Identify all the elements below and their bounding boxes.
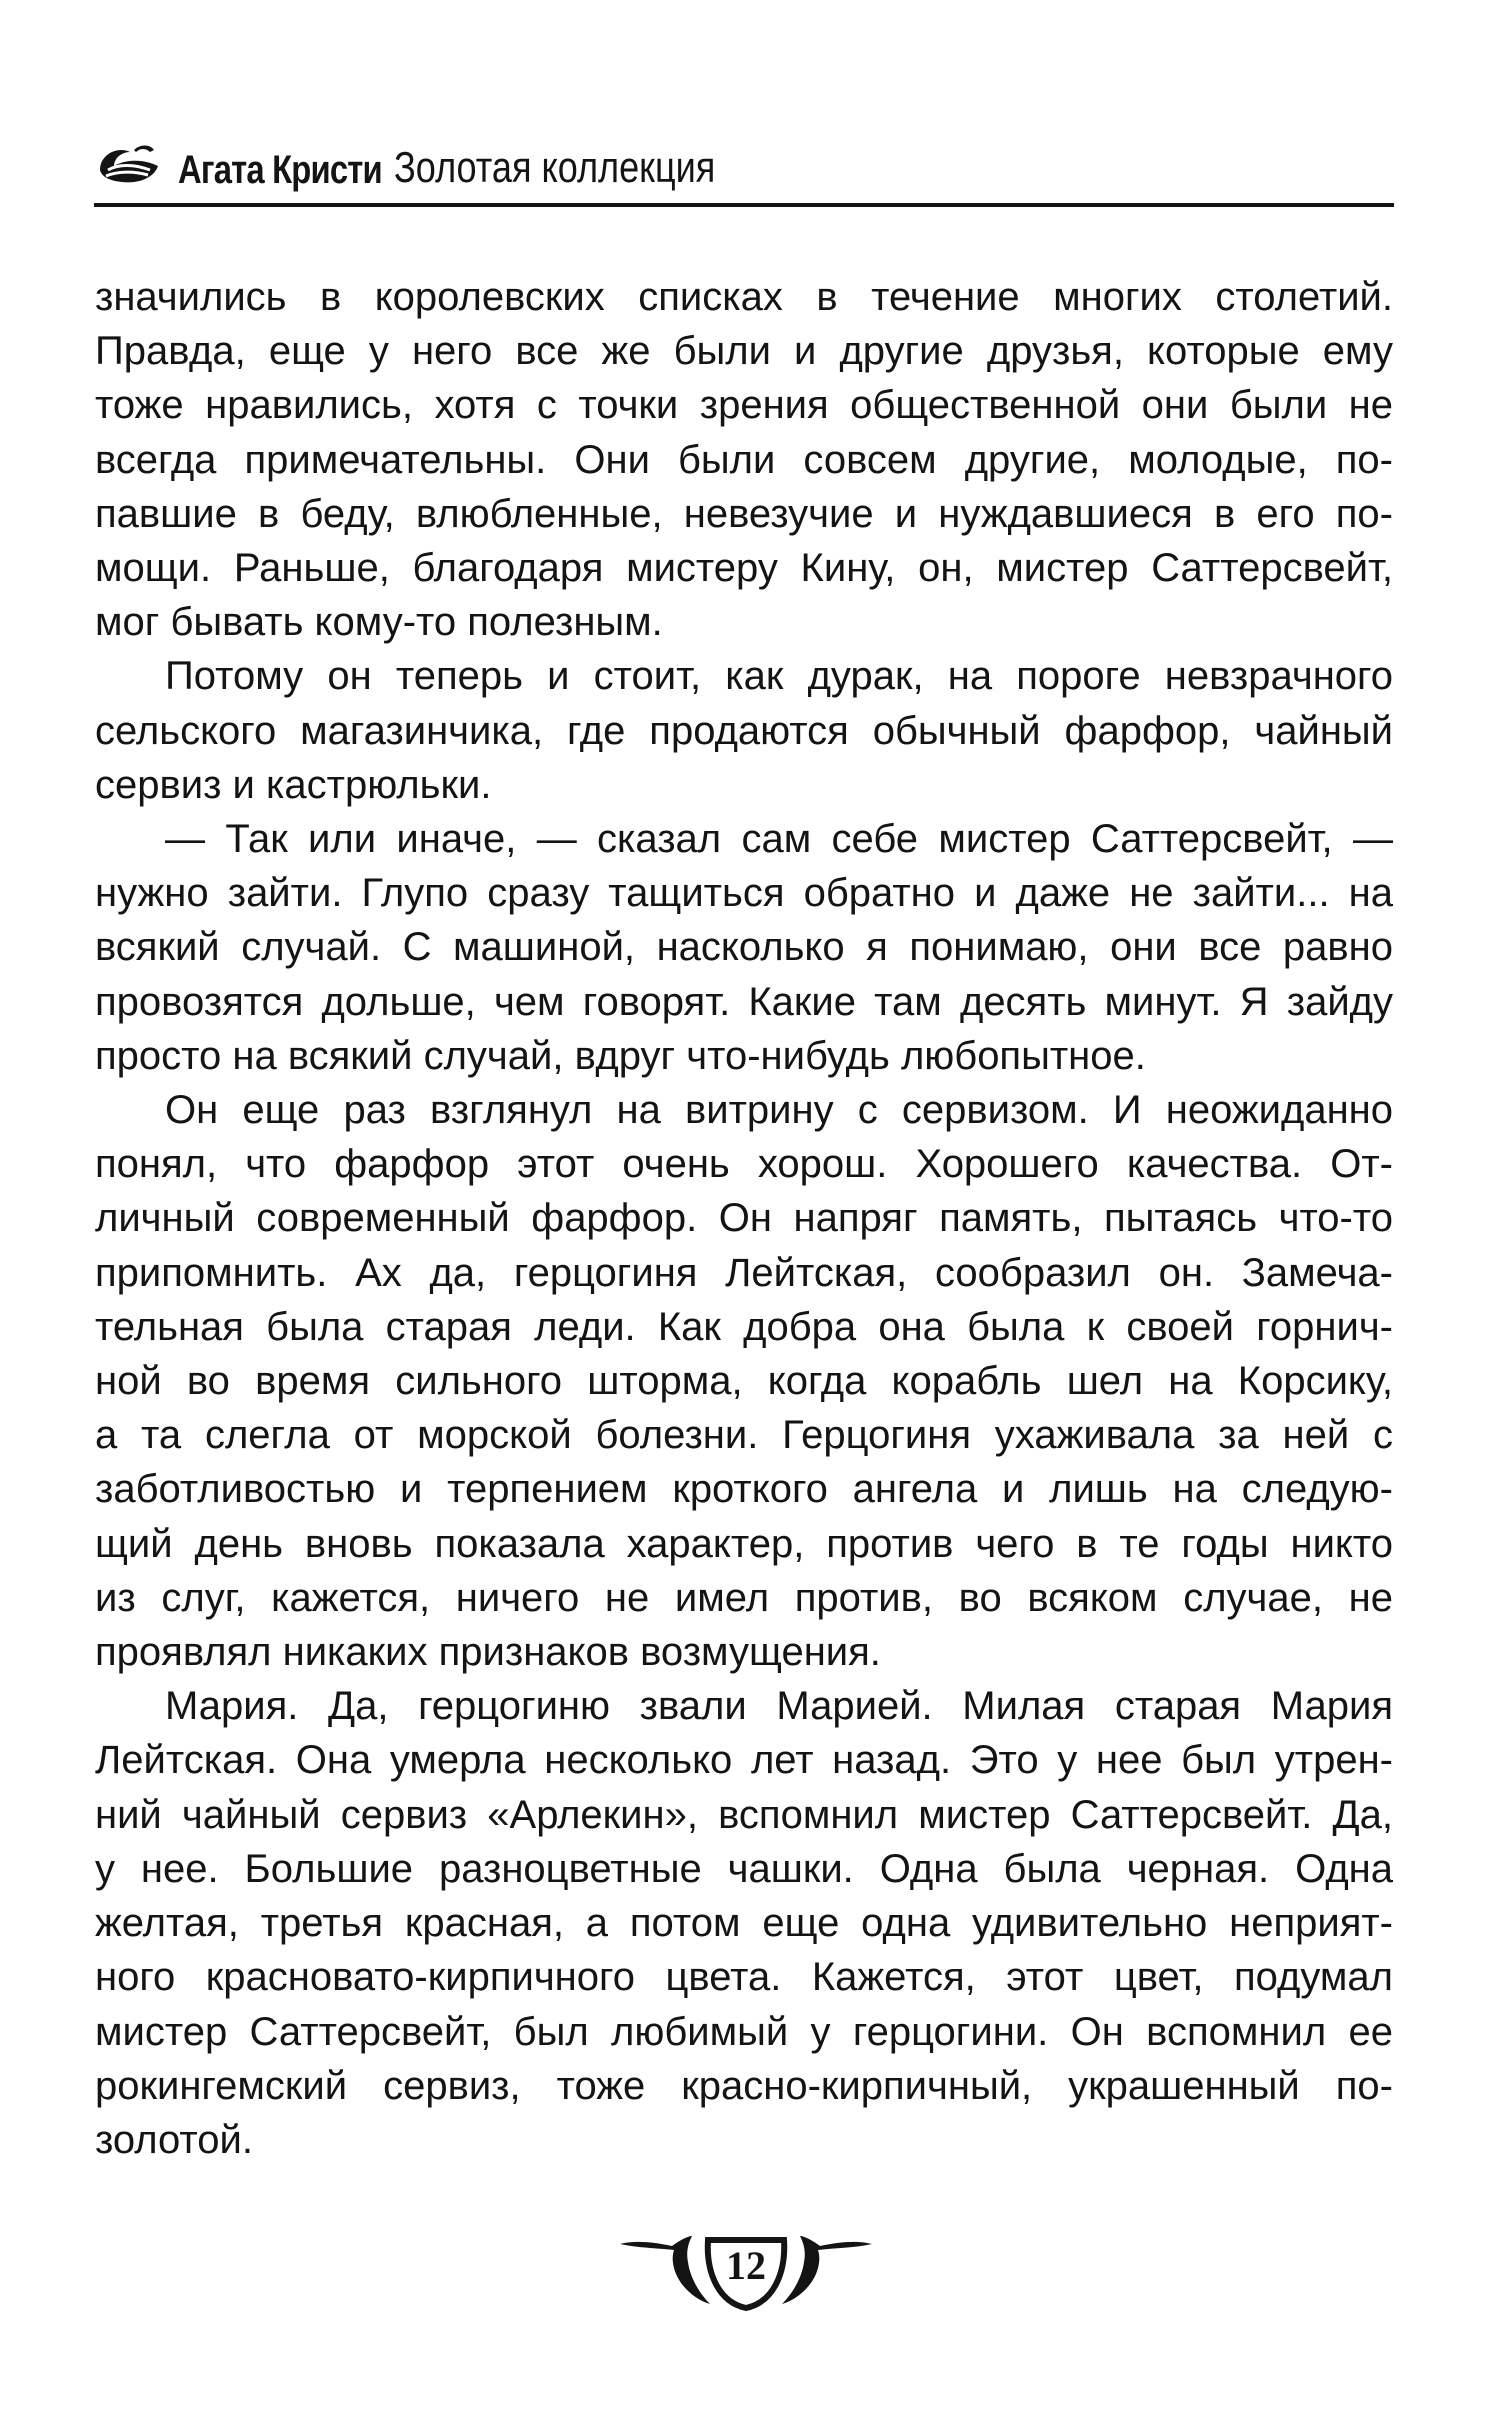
header-rule xyxy=(94,203,1394,207)
text-line: всякий случай. С машиной, насколько я понимаю, они все равно xyxy=(95,925,1393,970)
swan-logo-icon xyxy=(94,140,164,188)
text-line: тельная была старая леди. Как добра она была к своей горнич- xyxy=(95,1304,1393,1349)
paragraph xyxy=(95,649,1393,812)
text-line: сельского магазинчика, где продаются обычный фарфор, чайный xyxy=(95,708,1393,753)
text-line: ний чайный сервиз «Арлекин», вспомнил мистер Саттерсвейт. Да, xyxy=(95,1792,1393,1837)
text-line: провозятся дольше, чем говорят. Какие там десять минут. Я зайду xyxy=(95,979,1393,1024)
text-line: просто на всякий случай, вдруг что-нибудь любопытное. xyxy=(95,1033,1146,1078)
text-line: рокингемский сервиз, тоже красно-кирпичный, украшенный по- xyxy=(95,2063,1393,2108)
text-line: — Так или иначе, — сказал сам себе мистер Саттерсвейт, — xyxy=(165,817,1393,862)
text-line: золотой. xyxy=(95,2117,253,2162)
text-line: значились в королевских списках в течение многих столетий. xyxy=(95,275,1393,319)
text-line: тоже нравились, хотя с точки зрения общественной они были не xyxy=(95,383,1393,428)
text-line: проявлял никаких признаков возмущения. xyxy=(95,1630,881,1675)
text-line: мистер Саттерсвейт, был любимый у герцогини. Он вспомнил ее xyxy=(95,2009,1393,2054)
paragraph xyxy=(95,1679,1393,2167)
text-line: Потому он теперь и стоит, как дурак, на пороге невзрачного xyxy=(165,654,1393,699)
text-line: желтая, третья красная, а потом еще одна удивительно неприят- xyxy=(95,1901,1393,1946)
text-line: нужно зайти. Глупо сразу тащиться обратно и даже не зайти... на xyxy=(95,871,1393,916)
text-line: сервиз и кастрюльки. xyxy=(95,762,492,807)
text-line: мог бывать кому-то полезным. xyxy=(95,600,663,645)
page-number: 12 xyxy=(726,2243,766,2288)
text-line: Правда, еще у него все же были и другие друзья, которые ему xyxy=(95,329,1393,374)
text-line: понял, что фарфор этот очень хорош. Хорошего качества. От- xyxy=(95,1142,1393,1187)
text-line: ного красновато-кирпичного цвета. Кажется, этот цвет, подумал xyxy=(95,1955,1393,2000)
text-line: Он еще раз взглянул на витрину с сервизом. И неожиданно xyxy=(165,1088,1393,1133)
body-text xyxy=(95,270,1393,2167)
page-footer xyxy=(614,2222,878,2318)
book-series: Золотая коллекция xyxy=(394,143,716,192)
text-line: павшие в беду, влюбленные, невезучие и нуждавшиеся в его по- xyxy=(95,491,1393,536)
book-author: Агата Кристи xyxy=(178,148,382,192)
paragraph xyxy=(95,812,1393,1083)
text-line: щий день вновь показала характер, против чего в те годы никто xyxy=(95,1521,1393,1566)
text-line: всегда примечательны. Они были совсем другие, молодые, по- xyxy=(95,437,1393,482)
paragraph xyxy=(95,270,1393,649)
text-line: а та слегла от морской болезни. Герцогиня ухаживала за ней с xyxy=(95,1413,1393,1458)
text-line: из слуг, кажется, ничего не имел против, во всяком случае, не xyxy=(95,1575,1393,1620)
paragraph xyxy=(95,1083,1393,1679)
text-line: Мария. Да, герцогиню звали Марией. Милая старая Мария xyxy=(165,1684,1393,1729)
text-line: заботливостью и терпением кроткого ангела и лишь на следую- xyxy=(95,1467,1393,1512)
running-header xyxy=(94,130,1394,190)
text-line: личный современный фарфор. Он напряг память, пытаясь что-то xyxy=(95,1196,1393,1241)
text-line: припомнить. Ах да, герцогиня Лейтская, сообразил он. Замеча- xyxy=(95,1250,1393,1295)
text-line: у нее. Большие разноцветные чашки. Одна была черная. Одна xyxy=(95,1846,1393,1891)
text-line: ной во время сильного шторма, когда корабль шел на Корсику, xyxy=(95,1359,1393,1404)
text-line: Лейтская. Она умерла несколько лет назад. Это у нее был утрен- xyxy=(95,1738,1393,1783)
text-line: мощи. Раньше, благодаря мистеру Кину, он, мистер Саттерсвейт, xyxy=(95,546,1393,591)
